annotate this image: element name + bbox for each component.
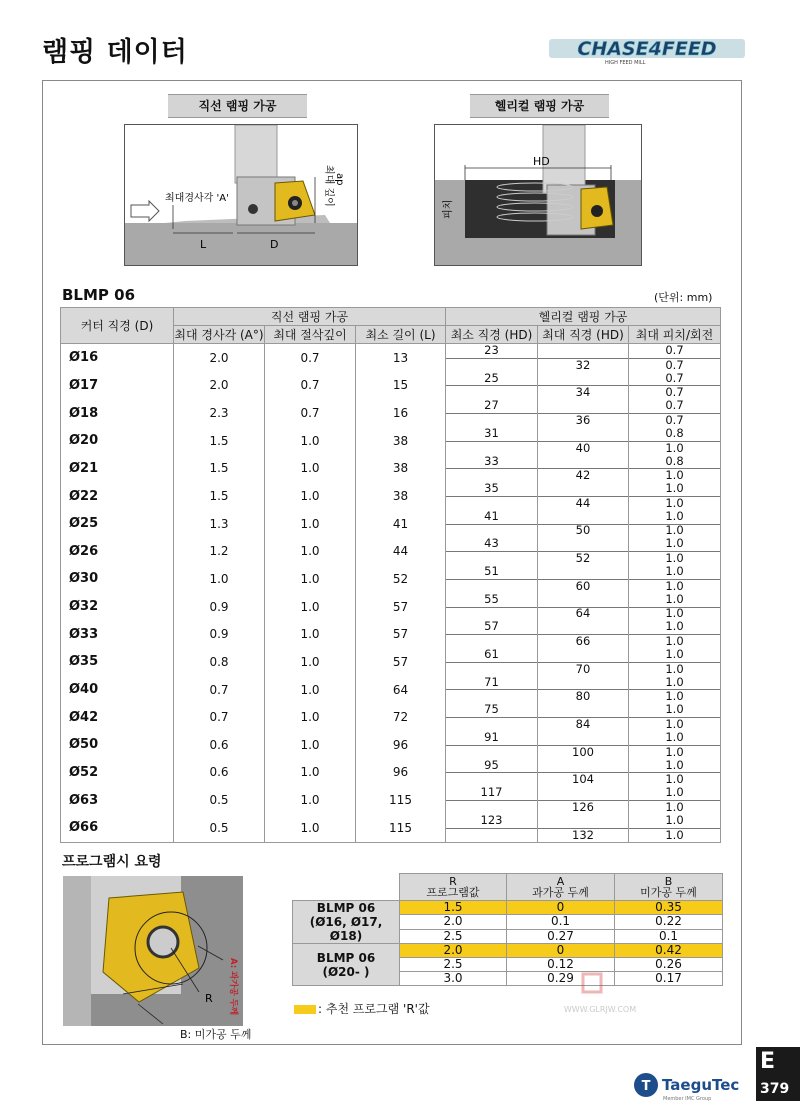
cell-min-length: 16	[356, 399, 446, 427]
cell-min-length: 52	[356, 565, 446, 593]
cell-min-length: 41	[356, 510, 446, 538]
cell-min-hd	[446, 565, 538, 593]
max-angle-label: 최대경사각 'A'	[165, 193, 229, 204]
cell-angle: 2.3	[174, 399, 265, 427]
program-cell-a: 0.29	[507, 972, 615, 986]
max-hd-value: 50	[575, 523, 591, 538]
page-title: 램핑 데이터	[42, 37, 188, 68]
program-b-label: B: 미가공 두께	[180, 1028, 252, 1041]
cell-depth: 1.0	[265, 427, 356, 455]
cell-max-hd	[538, 786, 629, 814]
cell-min-length: 64	[356, 676, 446, 704]
pitch-value-1: 1.0	[665, 757, 684, 772]
pitch-value-1: 1.0	[665, 536, 684, 551]
program-cell-r: 2.5	[400, 958, 507, 972]
cell-min-length: 57	[356, 620, 446, 648]
cell-min-length: 115	[356, 814, 446, 842]
cell-max-pitch	[629, 455, 721, 483]
cell-min-hd	[446, 344, 538, 372]
pitch-value-2: 1.0	[665, 495, 684, 510]
cell-min-hd	[446, 814, 538, 842]
header-cutter-diameter: 커터 직경 (D)	[61, 308, 174, 344]
cell-angle: 0.7	[174, 676, 265, 704]
helical-ramping-title: 헬리컬 램핑 가공	[470, 94, 609, 118]
pitch-value-1: 1.0	[665, 619, 684, 634]
cell-min-length: 96	[356, 759, 446, 787]
cell-min-length: 44	[356, 537, 446, 565]
cell-depth: 1.0	[265, 537, 356, 565]
table-row	[61, 593, 721, 621]
cell-depth: 1.0	[265, 565, 356, 593]
header-a: A 과가공 두께	[507, 874, 615, 901]
cell-max-hd	[538, 593, 629, 621]
watermark-text: WWW.GLRJW.COM	[563, 1005, 637, 1014]
cell-max-hd	[538, 482, 629, 510]
cell-min-length: 72	[356, 703, 446, 731]
cell-min-length: 115	[356, 786, 446, 814]
taegutec-text: TaeguTec	[662, 1076, 740, 1094]
table-unit: (단위: mm)	[654, 291, 713, 304]
min-hd-value: 35	[484, 481, 499, 496]
pitch-value-1: 1.0	[665, 812, 684, 827]
cell-min-hd	[446, 537, 538, 565]
program-row	[293, 944, 723, 958]
cell-depth: 1.0	[265, 703, 356, 731]
max-hd-value: 40	[575, 440, 591, 455]
table-row	[61, 510, 721, 538]
min-hd-value: 57	[484, 619, 499, 634]
cell-diameter: Ø30	[61, 565, 174, 593]
header-max-depth: 최대 절삭깊이	[265, 326, 356, 344]
max-hd-value: 60	[575, 578, 591, 593]
cell-min-length: 15	[356, 372, 446, 400]
cell-min-hd	[446, 399, 538, 427]
cell-max-hd	[538, 759, 629, 787]
program-figure	[63, 876, 243, 1026]
program-cell-r: 2.0	[400, 915, 507, 929]
pitch-value-2: 0.7	[665, 412, 684, 427]
cell-max-hd	[538, 537, 629, 565]
min-hd-value: 75	[484, 702, 499, 717]
pitch-value-2: 1.0	[665, 744, 684, 759]
pitch-value-2: 1.0	[665, 578, 684, 593]
straight-ramping-title: 직선 램핑 가공	[168, 94, 307, 118]
cell-max-hd	[538, 372, 629, 400]
pitch-value-1: 1.0	[665, 647, 684, 662]
cell-max-hd	[538, 344, 629, 372]
table-row	[61, 399, 721, 427]
program-cell-a: 0.1	[507, 915, 615, 929]
cell-angle: 1.0	[174, 565, 265, 593]
cell-diameter: Ø22	[61, 482, 174, 510]
program-cell-b: 0.26	[615, 958, 723, 972]
table-row	[61, 731, 721, 759]
min-hd-value: 43	[484, 536, 499, 551]
length-label: L	[200, 238, 207, 251]
min-hd-value: 61	[484, 647, 499, 662]
pitch-value-2: 1.0	[665, 661, 684, 676]
cell-angle: 2.0	[174, 372, 265, 400]
brand-subtext: HIGH FEED MILL	[605, 60, 646, 66]
straight-ramping-figure	[124, 124, 358, 266]
cell-angle: 0.7	[174, 703, 265, 731]
taegutec-logo	[632, 1069, 754, 1105]
cell-angle: 0.6	[174, 731, 265, 759]
header-r: R 프로그램값	[400, 874, 507, 901]
program-group-label: BLMP 06 (Ø16, Ø17, Ø18)	[293, 901, 400, 944]
pitch-value-2: 1.0	[665, 689, 684, 704]
cell-min-length: 38	[356, 455, 446, 483]
cell-angle: 0.5	[174, 786, 265, 814]
pitch-value-2: 1.0	[665, 523, 684, 538]
pitch-value-2: 1.0	[665, 468, 684, 483]
min-hd-value: 117	[480, 785, 503, 800]
taegutec-subtext: Member IMC Group	[663, 1096, 712, 1102]
cell-depth: 1.0	[265, 593, 356, 621]
cell-min-hd	[446, 510, 538, 538]
cell-max-pitch	[629, 703, 721, 731]
max-hd-value: 34	[575, 385, 591, 400]
cell-min-hd	[446, 482, 538, 510]
cell-angle: 2.0	[174, 344, 265, 372]
table-row	[61, 620, 721, 648]
cell-min-hd	[446, 786, 538, 814]
table-row	[61, 482, 721, 510]
cell-diameter: Ø42	[61, 703, 174, 731]
program-cell-r: 1.5	[400, 901, 507, 915]
cell-diameter: Ø52	[61, 759, 174, 787]
cell-max-hd	[538, 648, 629, 676]
cell-depth: 1.0	[265, 648, 356, 676]
cell-angle: 1.3	[174, 510, 265, 538]
hd-label: HD	[533, 155, 550, 168]
cell-depth: 1.0	[265, 786, 356, 814]
table-title: BLMP 06	[62, 286, 136, 304]
program-cell-b: 0.35	[615, 901, 723, 915]
section-letter: E	[760, 1049, 776, 1074]
min-hd-value: 51	[484, 564, 499, 579]
pitch-value-1: 1.0	[665, 591, 684, 606]
pitch-value-2: 1.0	[665, 716, 684, 731]
ramping-data-table	[60, 307, 721, 843]
program-r-label: R	[205, 992, 213, 1005]
cell-min-hd	[446, 455, 538, 483]
table-row	[61, 344, 721, 372]
min-hd-value: 31	[484, 425, 499, 440]
min-hd-value: 55	[484, 591, 499, 606]
cell-depth: 1.0	[265, 620, 356, 648]
cell-max-pitch	[629, 399, 721, 427]
pitch-value-2: 1.0	[665, 634, 684, 649]
header-max-hd: 최대 직경 (HD)	[538, 326, 629, 344]
pitch-value-2: 0.7	[665, 385, 684, 400]
max-hd-value: 100	[572, 744, 594, 759]
cell-max-hd	[538, 510, 629, 538]
program-cell-a: 0.12	[507, 958, 615, 972]
cell-depth: 1.0	[265, 482, 356, 510]
pitch-value-1: 0.7	[665, 398, 684, 413]
cell-diameter: Ø40	[61, 676, 174, 704]
max-hd-value: 42	[575, 468, 591, 483]
cell-max-hd	[538, 814, 629, 842]
max-hd-value: 126	[572, 799, 594, 814]
cell-max-hd	[538, 731, 629, 759]
cell-depth: 0.7	[265, 372, 356, 400]
cell-diameter: Ø32	[61, 593, 174, 621]
table-row	[61, 455, 721, 483]
cell-min-hd	[446, 703, 538, 731]
min-hd-value: 41	[484, 508, 499, 523]
header-helical-ramping: 헬리컬 램핑 가공	[446, 308, 721, 326]
program-cell-a: 0.27	[507, 929, 615, 943]
program-legend: : 추천 프로그램 'R'값	[294, 1000, 430, 1017]
program-cell-r: 3.0	[400, 972, 507, 986]
cell-diameter: Ø20	[61, 427, 174, 455]
header-b: B 미가공 두께	[615, 874, 723, 901]
pitch-value-1: 0.8	[665, 425, 684, 440]
header-max-angle: 최대 경사각 (A°)	[174, 326, 265, 344]
min-hd-value: 91	[484, 729, 499, 744]
pitch-value-1: 1.0	[665, 785, 684, 800]
cell-angle: 0.5	[174, 814, 265, 842]
cell-max-pitch	[629, 731, 721, 759]
program-cell-r: 2.0	[400, 944, 507, 958]
svg-text:T: T	[641, 1079, 651, 1094]
table-row	[61, 786, 721, 814]
cell-diameter: Ø26	[61, 537, 174, 565]
header-min-hd: 최소 직경 (HD)	[446, 326, 538, 344]
cell-min-hd	[446, 372, 538, 400]
header-straight-ramping: 직선 램핑 가공	[174, 308, 446, 326]
table-row	[61, 676, 721, 704]
cell-min-length: 38	[356, 427, 446, 455]
chase4feed-logo	[545, 36, 750, 66]
cell-angle: 1.5	[174, 482, 265, 510]
cell-diameter: Ø17	[61, 372, 174, 400]
cell-max-pitch	[629, 620, 721, 648]
program-cell-b: 0.17	[615, 972, 723, 986]
cell-max-pitch	[629, 759, 721, 787]
pitch-value-2: 1.0	[665, 799, 684, 814]
cell-max-hd	[538, 620, 629, 648]
min-hd-value: 23	[484, 343, 499, 357]
cell-diameter: Ø16	[61, 344, 174, 372]
max-hd-value: 52	[575, 551, 591, 566]
cell-min-hd	[446, 427, 538, 455]
cell-max-pitch	[629, 786, 721, 814]
min-hd-value: 33	[484, 453, 499, 468]
pitch-value-1: 0.7	[665, 343, 684, 357]
cell-max-pitch	[629, 648, 721, 676]
table-row	[61, 759, 721, 787]
cell-max-pitch	[629, 427, 721, 455]
cell-max-hd	[538, 455, 629, 483]
max-hd-value: 66	[575, 634, 591, 649]
cell-min-length: 13	[356, 344, 446, 372]
pitch-value-2: 0.7	[665, 357, 684, 372]
program-cell-r: 2.5	[400, 929, 507, 943]
table-row	[61, 565, 721, 593]
min-hd-value: 123	[480, 812, 503, 827]
table-row	[61, 703, 721, 731]
pitch-value-2: 1.0	[665, 827, 684, 842]
header-max-pitch: 최대 피치/회전	[629, 326, 721, 344]
cell-max-hd	[538, 703, 629, 731]
program-row	[293, 901, 723, 915]
cell-max-pitch	[629, 814, 721, 842]
cell-max-pitch	[629, 510, 721, 538]
cell-angle: 1.5	[174, 427, 265, 455]
pitch-value-1: 0.8	[665, 453, 684, 468]
table-row	[61, 427, 721, 455]
cell-max-hd	[538, 565, 629, 593]
page-number-tab	[756, 1047, 800, 1101]
cell-depth: 1.0	[265, 814, 356, 842]
cell-max-pitch	[629, 565, 721, 593]
program-a-label: A: 과가공 두께	[228, 958, 238, 1016]
cell-max-hd	[538, 676, 629, 704]
pitch-value-1: 1.0	[665, 481, 684, 496]
pitch-value-1: 1.0	[665, 729, 684, 744]
program-cell-a: 0	[507, 901, 615, 915]
cell-angle: 0.9	[174, 593, 265, 621]
pitch-value-1: 1.0	[665, 702, 684, 717]
program-group-label: BLMP 06 (Ø20- )	[293, 944, 400, 986]
min-hd-value: 95	[484, 757, 499, 772]
table-row	[61, 372, 721, 400]
legend-swatch	[294, 1005, 316, 1014]
min-hd-value: 27	[484, 398, 499, 413]
cell-max-pitch	[629, 593, 721, 621]
min-hd-value: 71	[484, 674, 499, 689]
program-cell-b: 0.1	[615, 929, 723, 943]
cell-min-hd	[446, 620, 538, 648]
max-hd-value: 36	[575, 412, 591, 427]
cell-min-hd	[446, 759, 538, 787]
brand-text: CHASE4FEED	[577, 38, 717, 60]
max-hd-value: 80	[575, 689, 591, 704]
cell-max-pitch	[629, 676, 721, 704]
pitch-value-1: 1.0	[665, 674, 684, 689]
max-hd-value: 104	[572, 772, 594, 787]
max-depth-label: 최대 깊이	[323, 165, 334, 207]
max-hd-value: 132	[572, 827, 594, 842]
pitch-value-1: 1.0	[665, 564, 684, 579]
cell-depth: 1.0	[265, 510, 356, 538]
cell-depth: 0.7	[265, 344, 356, 372]
max-hd-value: 44	[575, 495, 591, 510]
cell-diameter: Ø66	[61, 814, 174, 842]
max-hd-value: 32	[575, 357, 591, 372]
cell-max-hd	[538, 427, 629, 455]
cell-angle: 0.9	[174, 620, 265, 648]
max-hd-value: 64	[575, 606, 591, 621]
cell-diameter: Ø25	[61, 510, 174, 538]
cell-diameter: Ø63	[61, 786, 174, 814]
min-hd-value: 25	[484, 370, 499, 385]
cell-min-hd	[446, 593, 538, 621]
cell-diameter: Ø18	[61, 399, 174, 427]
cell-max-pitch	[629, 537, 721, 565]
cell-depth: 1.0	[265, 676, 356, 704]
pitch-value-1: 0.7	[665, 370, 684, 385]
cell-min-length: 57	[356, 593, 446, 621]
cell-depth: 1.0	[265, 759, 356, 787]
ap-label: ap	[334, 173, 345, 186]
cell-min-length: 96	[356, 731, 446, 759]
pitch-value-2: 1.0	[665, 772, 684, 787]
cell-max-pitch	[629, 372, 721, 400]
pitch-label: 피치	[443, 199, 454, 219]
max-hd-value: 70	[575, 661, 591, 676]
cell-diameter: Ø33	[61, 620, 174, 648]
cell-diameter: Ø35	[61, 648, 174, 676]
cell-angle: 0.6	[174, 759, 265, 787]
cell-depth: 1.0	[265, 455, 356, 483]
cell-angle: 0.8	[174, 648, 265, 676]
diameter-label: D	[270, 238, 279, 251]
cell-depth: 0.7	[265, 399, 356, 427]
cell-min-hd	[446, 731, 538, 759]
pitch-value-1: 1.0	[665, 508, 684, 523]
table-row	[61, 537, 721, 565]
page-number: 379	[760, 1081, 790, 1097]
cell-max-hd	[538, 399, 629, 427]
helical-ramping-figure	[434, 124, 642, 266]
cell-min-length: 57	[356, 648, 446, 676]
program-cell-b: 0.22	[615, 915, 723, 929]
cell-min-hd	[446, 648, 538, 676]
cell-min-length: 38	[356, 482, 446, 510]
cell-depth: 1.0	[265, 731, 356, 759]
cell-angle: 1.5	[174, 455, 265, 483]
cell-diameter: Ø50	[61, 731, 174, 759]
pitch-value-2: 1.0	[665, 440, 684, 455]
header-min-length: 최소 길이 (L)	[356, 326, 446, 344]
cell-max-pitch	[629, 482, 721, 510]
watermark	[535, 972, 665, 1017]
program-title: 프로그램시 요령	[62, 854, 162, 870]
cell-diameter: Ø21	[61, 455, 174, 483]
cell-min-hd	[446, 676, 538, 704]
cell-max-pitch	[629, 344, 721, 372]
max-hd-value: 84	[575, 716, 591, 731]
pitch-value-2: 1.0	[665, 606, 684, 621]
program-cell-a: 0	[507, 944, 615, 958]
cell-angle: 1.2	[174, 537, 265, 565]
pitch-value-2: 1.0	[665, 551, 684, 566]
table-row	[61, 814, 721, 842]
program-cell-b: 0.42	[615, 944, 723, 958]
program-table	[292, 873, 723, 986]
table-row	[61, 648, 721, 676]
